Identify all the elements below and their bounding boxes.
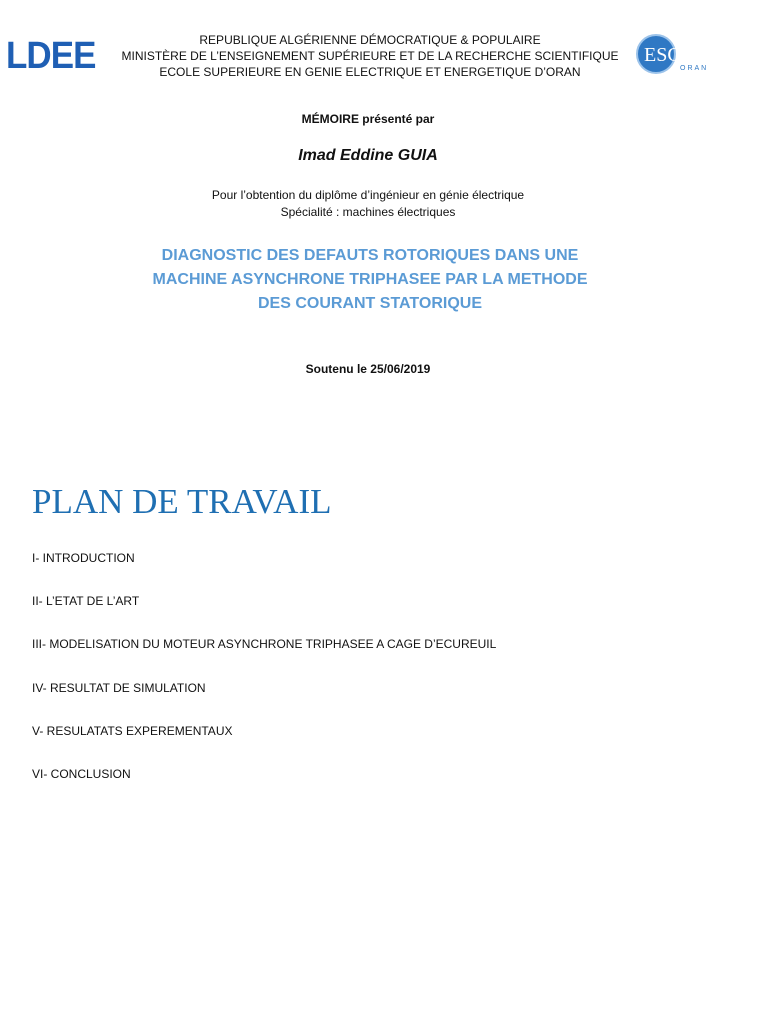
author-name: Imad Eddine GUIA xyxy=(298,147,438,164)
plan-item: V- RESULATATS EXPEREMENTAUX xyxy=(32,723,233,738)
ldee-logo: LDEE xyxy=(6,35,96,77)
plan-item: I- INTRODUCTION xyxy=(32,551,135,565)
thesis-title xyxy=(110,244,630,316)
plan-item: II- L’ETAT DE L’ART xyxy=(32,594,140,609)
degree-line: Pour l’obtention du diplôme d’ingénieur en génie électrique xyxy=(211,188,525,202)
specialty-line: Spécialité : machines électriques xyxy=(280,205,456,219)
esg2e-logo xyxy=(630,30,716,84)
institution-header xyxy=(110,32,630,80)
memoire-label: MÉMOIRE présenté par xyxy=(301,112,435,126)
plan-list xyxy=(32,550,496,809)
thesis-title-line-2: MACHINE ASYNCHRONE TRIPHASEE PAR LA METHODE xyxy=(152,271,588,288)
header-ministry: MINISTÈRE DE L’ENSEIGNEMENT SUPÉRIEURE ET DE LA RECHERCHE SCIENTIFIQUE xyxy=(121,49,619,63)
header-republic: REPUBLIQUE ALGÉRIENNE DÉMOCRATIQUE & POPULAIRE xyxy=(199,33,541,47)
plan-item: VI- CONCLUSION xyxy=(32,766,131,781)
esg2e-logo-subtext: ORAN xyxy=(680,65,709,72)
thesis-title-line-3: DES COURANT STATORIQUE xyxy=(257,295,482,312)
defense-date: Soutenu le 25/06/2019 xyxy=(305,362,431,376)
plan-item: III- MODELISATION DU MOTEUR ASYNCHRONE TRIPHASEE A CAGE D’ECUREUIL xyxy=(32,637,497,652)
plan-item: IV- RESULTAT DE SIMULATION xyxy=(32,680,206,695)
thesis-title-line-1: DIAGNOSTIC DES DEFAUTS ROTORIQUES DANS UNE xyxy=(161,247,579,264)
plan-heading: PLAN DE TRAVAIL xyxy=(32,482,332,521)
esg2e-logo-text: ESG2E xyxy=(644,44,704,66)
degree-info xyxy=(0,187,736,221)
header-school: ECOLE SUPERIEURE EN GENIE ELECTRIQUE ET ENERGETIQUE D’ORAN xyxy=(159,65,581,79)
